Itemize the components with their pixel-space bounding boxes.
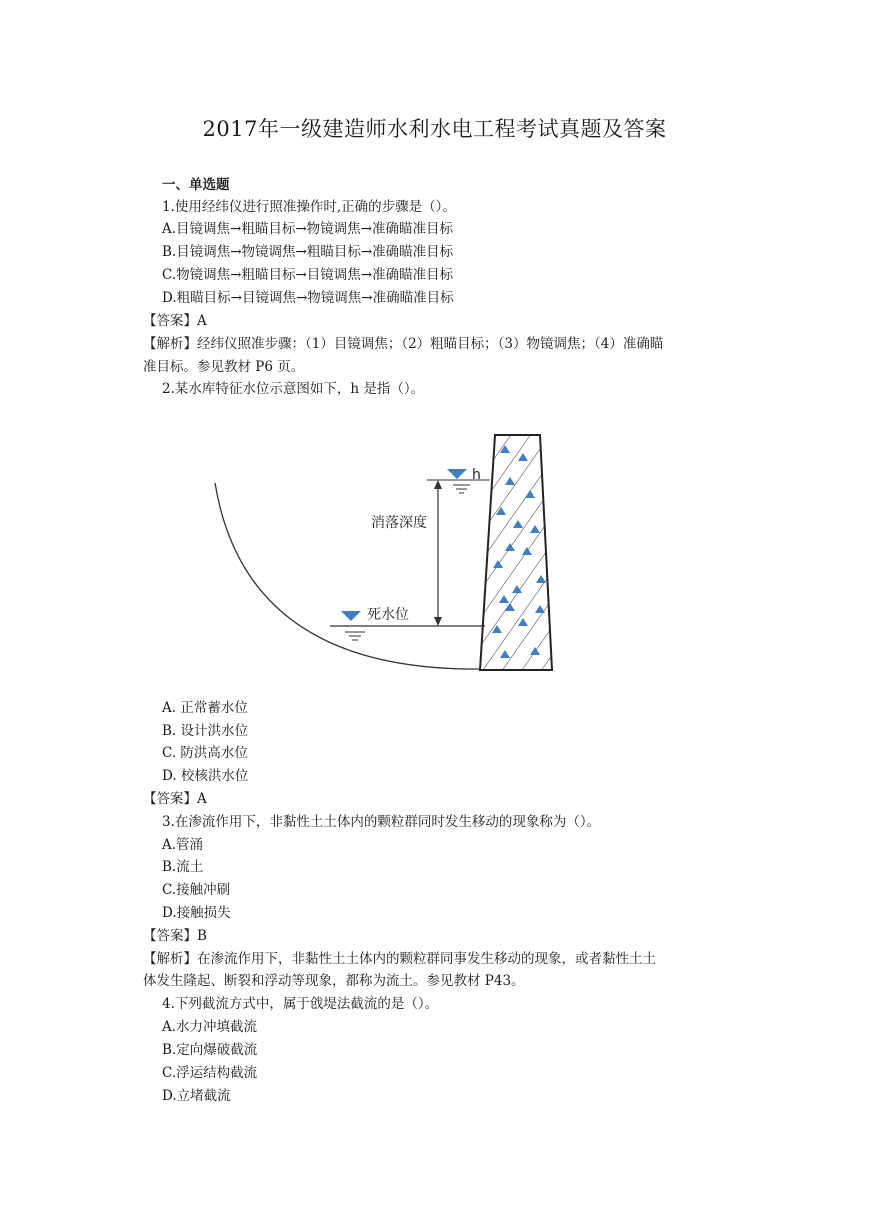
q2-option-a: A. 正常蓄水位 xyxy=(162,700,248,716)
q1-option-c: C.物镜调焦→粗瞄目标→目镜调焦→准确瞄准目标 xyxy=(162,267,454,283)
q2-option-b: B. 设计洪水位 xyxy=(162,723,249,739)
label-dead-level: 死水位 xyxy=(367,607,409,623)
q4-option-a: A.水力冲填截流 xyxy=(162,1019,258,1035)
q3-option-b: B.流土 xyxy=(162,859,204,875)
q4-option-c: C.浮运结构截流 xyxy=(162,1065,258,1081)
dead-level-symbol xyxy=(341,611,361,621)
section-heading: 一、单选题 xyxy=(162,177,230,193)
q1-option-b: B.目镜调焦→物镜调焦→粗瞄目标→准确瞄准目标 xyxy=(162,244,454,260)
q1-analysis-line1: 【解析】经纬仪照准步骤：（1）目镜调焦；（2）粗瞄目标；（3）物镜调焦；（4）准确瞄 xyxy=(143,336,664,352)
q1-option-a: A.目镜调焦→粗瞄目标→物镜调焦→准确瞄准目标 xyxy=(162,221,453,237)
q3-option-c: C.接触冲刷 xyxy=(162,882,231,898)
q1-option-d: D.粗瞄目标→目镜调焦→物镜调焦→准确瞄准目标 xyxy=(162,290,454,306)
q2-stem: 2.某水库特征水位示意图如下，h 是指（）。 xyxy=(162,381,425,397)
q3-option-a: A.管涌 xyxy=(162,837,204,853)
q2-option-c: C. 防洪高水位 xyxy=(162,745,248,761)
page-title: 2017年一级建造师水利水电工程考试真题及答案 xyxy=(202,117,667,141)
q2-option-d: D. 校核洪水位 xyxy=(162,768,249,784)
q1-answer: 【答案】A xyxy=(143,313,207,329)
label-drawdown-depth: 消落深度 xyxy=(371,515,427,531)
normal-level-symbol xyxy=(447,469,467,479)
q3-answer: 【答案】B xyxy=(143,928,207,944)
reservoir-water-level-diagram xyxy=(205,425,565,685)
q3-analysis-line1: 【解析】在渗流作用下，非黏性土土体内的颗粒群同事发生移动的现象，或者黏性土土 xyxy=(143,951,656,967)
dam-body xyxy=(480,435,552,670)
q1-stem: 1.使用经纬仪进行照准操作时,正确的步骤是（）。 xyxy=(162,199,456,215)
q2-answer: 【答案】A xyxy=(143,791,207,807)
q3-stem: 3.在渗流作用下，非黏性土土体内的颗粒群同时发生移动的现象称为（）。 xyxy=(162,814,601,830)
q4-option-d: D.立堵截流 xyxy=(162,1088,231,1104)
q3-analysis-line2: 体发生隆起、断裂和浮动等现象，都称为流土。参见教材 P43。 xyxy=(143,973,525,989)
q3-option-d: D.接触损失 xyxy=(162,905,231,921)
label-h: h xyxy=(472,467,481,483)
q4-stem: 4.下列截流方式中，属于戗堤法截流的是（）。 xyxy=(162,996,439,1012)
reservoir-bed-curve xyxy=(215,483,465,669)
q4-option-b: B.定向爆破截流 xyxy=(162,1042,258,1058)
q1-analysis-line2: 准目标。参见教材 P6 页。 xyxy=(143,359,305,375)
